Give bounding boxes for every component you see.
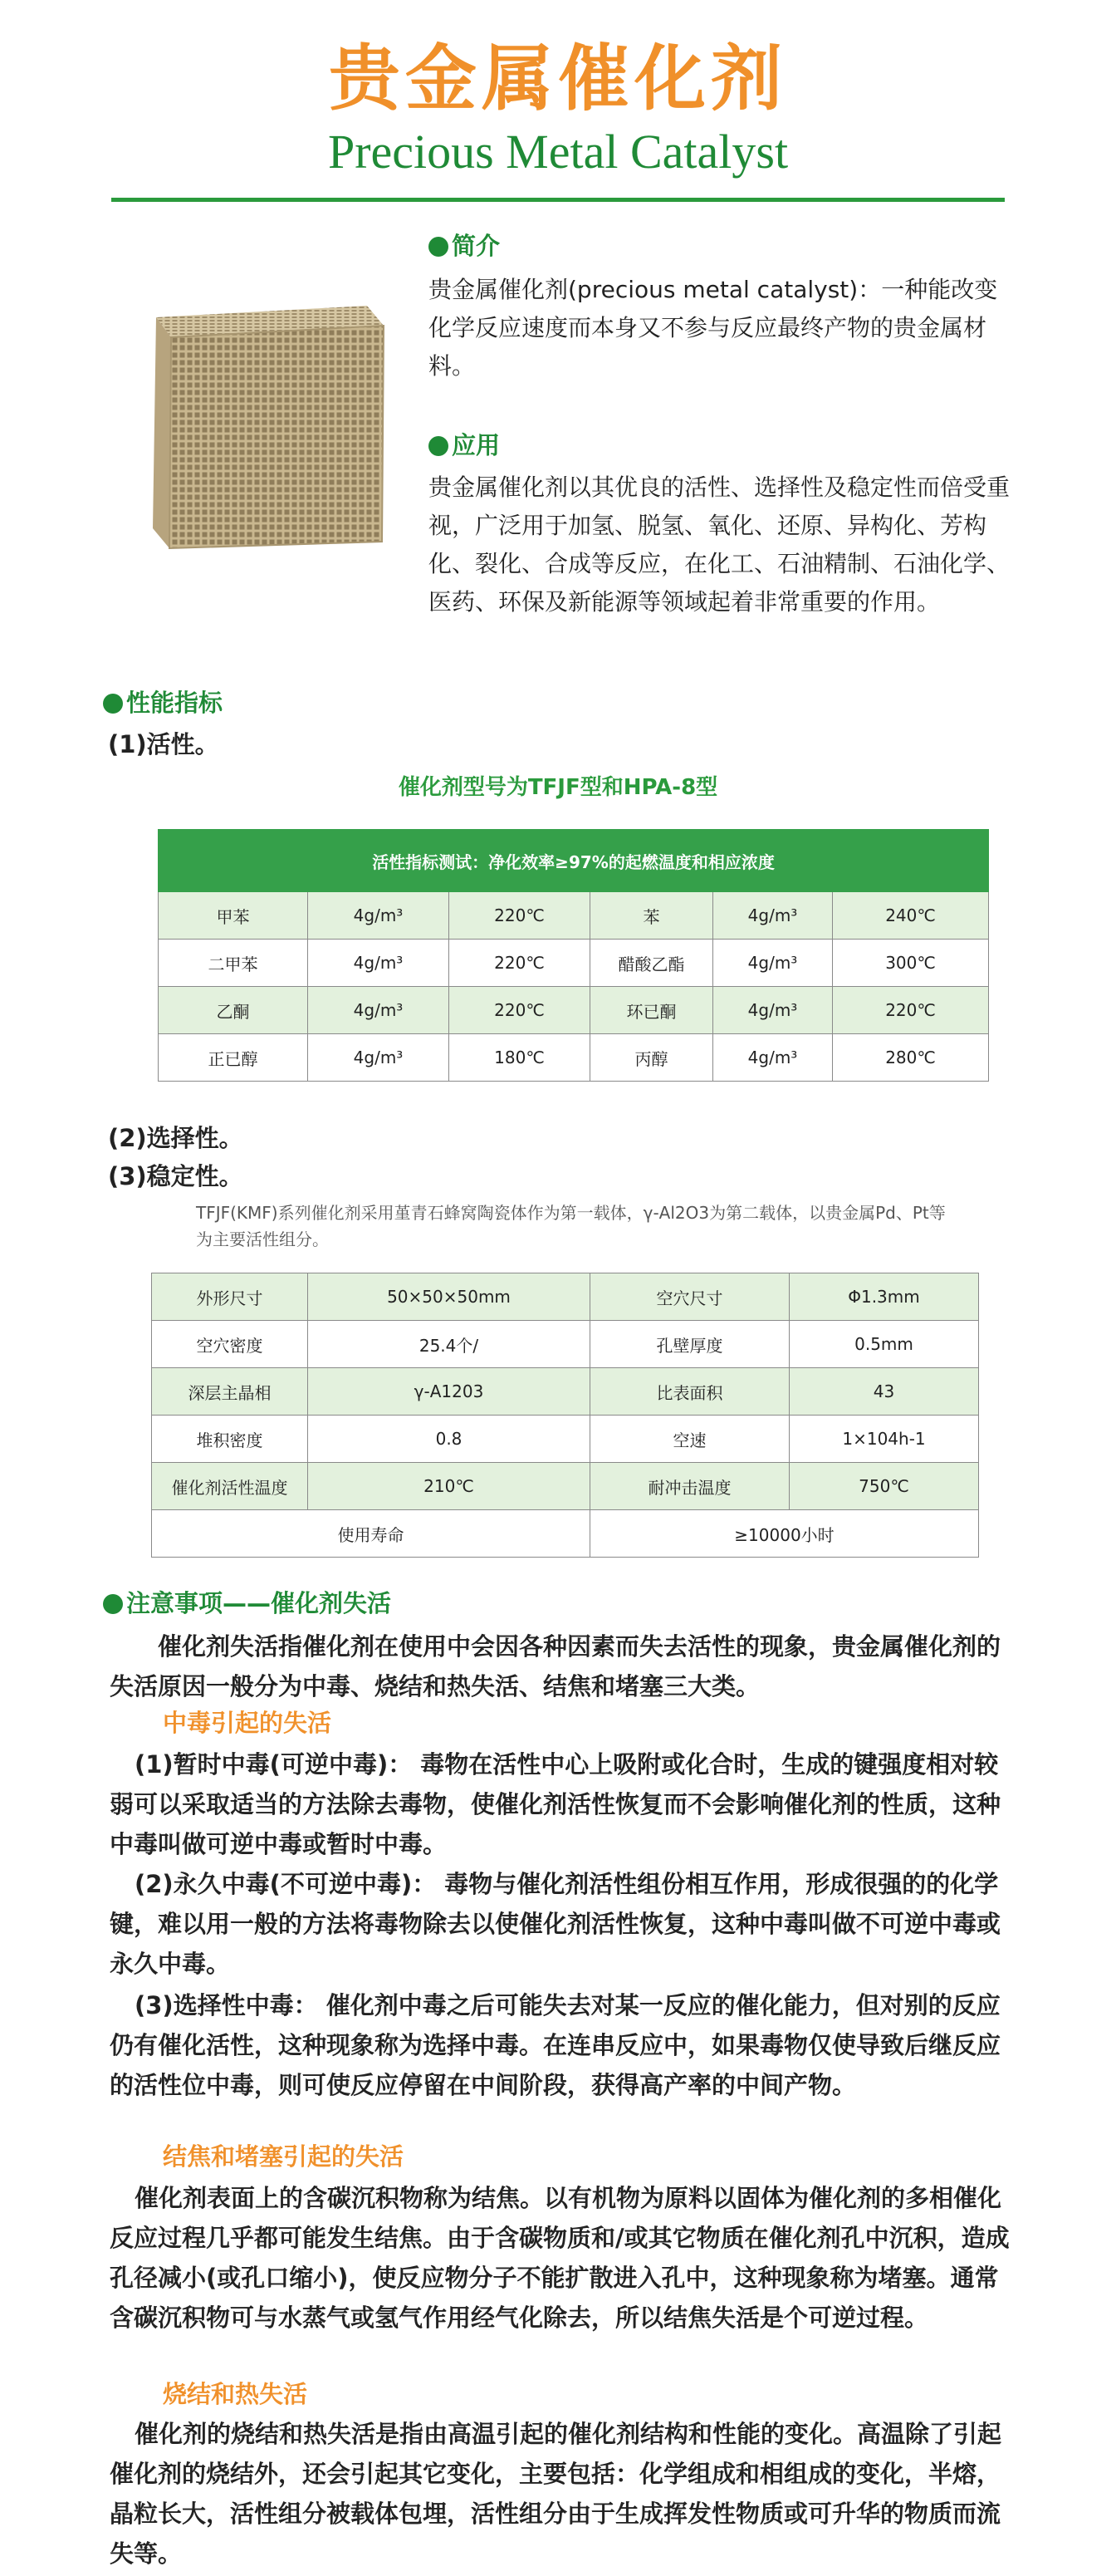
table-cell: γ-A1203 (308, 1368, 590, 1416)
poison-item-3: (3)选择性中毒： 催化剂中毒之后可能失去对某一反应的催化能力，但对别的反应仍有催化活性，这种现象称为选择中毒。在连串反应中，如果毒物仅使导致后继反应的活性位中毒，则可使反应停留在中间阶段，获得高产率的中间产物。 (110, 1991, 1001, 2099)
table-row (159, 940, 989, 987)
performance-heading: 性能指标 (103, 686, 223, 719)
table-row (152, 1463, 979, 1510)
table-cell: 空速 (590, 1416, 790, 1463)
sintering-text: 催化剂的烧结和热失活是指由高温引起的催化剂结构和性能的变化。高温除了引起催化剂的烧结外，还会引起其它变化，主要包括：化学组成和相组成的变化，半熔，晶粒长大，活性组分被载体包埋，活性组分由于生成挥发性物质或可升华的物质而流失等。 (110, 2420, 1002, 2568)
table-row (159, 1034, 989, 1082)
table-cell: 220℃ (449, 987, 590, 1034)
table-cell: 280℃ (833, 1034, 989, 1082)
selectivity-label: (2)选择性。 (108, 1124, 243, 1152)
table-cell: 醋酸乙酯 (590, 940, 713, 987)
poison-item-1: (1)暂时中毒(可逆中毒)： 毒物在活性中心上吸附或化合时，生成的键强度相对较弱可以采取适当的方法除去毒物，使催化剂活性恢复而不会影响催化剂的性质，这种中毒叫做可逆中毒或暂时中毒。 (110, 1750, 1001, 1858)
activity-label: (1)活性。 (108, 730, 219, 758)
page-title: 贵金属催化剂 (329, 37, 787, 120)
table-cell: 二甲苯 (159, 940, 308, 987)
application-heading: 应用 (428, 429, 500, 462)
table-row (152, 1273, 979, 1321)
table-cell: 4g/m³ (713, 1034, 833, 1082)
table-row (152, 1416, 979, 1463)
table-cell: 正已醇 (159, 1034, 308, 1082)
table-cell: 比表面积 (590, 1368, 790, 1416)
table-cell: 催化剂活性温度 (152, 1463, 308, 1510)
intro-heading: 简介 (428, 229, 500, 263)
table-cell: 丙醇 (590, 1034, 713, 1082)
application-text: 贵金属催化剂以其优良的活性、选择性及稳定性而倍受重视，广泛用于加氢、脱氢、氧化、还原、异构化、芳构化、裂化、合成等反应，在化工、石油精制、石油化学、医药、环保及新能源等领域起着非常重要的作用。 (428, 473, 1011, 616)
table-cell: 使用寿命 (152, 1510, 590, 1558)
table-cell: 220℃ (833, 987, 989, 1034)
table-cell: 外形尺寸 (152, 1273, 308, 1321)
table-cell: 180℃ (449, 1034, 590, 1082)
catalyst-block-image (141, 299, 390, 553)
table-cell: 堆积密度 (152, 1416, 308, 1463)
table-cell: 300℃ (833, 940, 989, 987)
notes-heading: 注意事项——催化剂失活 (103, 1587, 391, 1620)
table-cell: 4g/m³ (308, 940, 449, 987)
stability-label: (3)稳定性。 (108, 1162, 243, 1190)
table-cell: 甲苯 (159, 892, 308, 940)
coking-heading: 结焦和堵塞引起的失活 (163, 2142, 404, 2171)
poison-item-2: (2)永久中毒(不可逆中毒)： 毒物与催化剂活性组份相互作用，形成很强的的化学键，难以用一般的方法将毒物除去以使催化剂活性恢复，这种中毒叫做不可逆中毒或永久中毒。 (110, 1870, 1001, 1978)
table-cell: Φ1.3mm (790, 1273, 979, 1321)
page-subtitle: Precious Metal Catalyst (327, 125, 789, 179)
bullet-dot-icon (103, 1594, 123, 1614)
table-cell: 耐冲击温度 (590, 1463, 790, 1510)
table-cell: 空穴尺寸 (590, 1273, 790, 1321)
table-cell: 深层主晶相 (152, 1368, 308, 1416)
table-cell: 4g/m³ (713, 892, 833, 940)
activity-table-caption: 催化剂型号为TFJF型和HPA-8型 (398, 775, 718, 800)
table-cell: ≥10000小时 (590, 1510, 979, 1558)
table-cell: 孔壁厚度 (590, 1321, 790, 1368)
activity-table-header: 活性指标测试：净化效率≥97%的起燃温度和相应浓度 (159, 830, 989, 892)
bullet-dot-icon (103, 694, 123, 714)
bullet-dot-icon (428, 436, 448, 456)
table-cell: 1×104h-1 (790, 1416, 979, 1463)
bullet-dot-icon (428, 237, 448, 257)
table-cell: 环已酮 (590, 987, 713, 1034)
table-row (152, 1368, 979, 1416)
table-cell: 750℃ (790, 1463, 979, 1510)
table-row (152, 1321, 979, 1368)
poison-heading: 中毒引起的失活 (163, 1709, 332, 1737)
table-cell: 4g/m³ (308, 1034, 449, 1082)
table-cell: 240℃ (833, 892, 989, 940)
notes-intro: 催化剂失活指催化剂在使用中会因各种因素而失去活性的现象，贵金属催化剂的失活原因一般分为中毒、烧结和热失活、结焦和堵塞三大类。 (110, 1632, 1001, 1700)
table-cell: 220℃ (449, 892, 590, 940)
table-cell: 0.5mm (790, 1321, 979, 1368)
activity-table (158, 829, 989, 1082)
table-cell: 220℃ (449, 940, 590, 987)
table-cell: 乙酮 (159, 987, 308, 1034)
table-cell: 4g/m³ (308, 892, 449, 940)
coking-text: 催化剂表面上的含碳沉积物称为结焦。以有机物为原料以固体为催化剂的多相催化反应过程几乎都可能发生结焦。由于含碳物质和/或其它物质在催化剂孔中沉积，造成孔径减小(或孔口缩小)，使反应物分子不能扩散进入孔中，这种现象称为堵塞。通常含碳沉积物可与水蒸气或氢气作用经气化除去，所以结焦失活是个可逆过程。 (110, 2184, 1010, 2332)
table-cell: 4g/m³ (713, 940, 833, 987)
table-cell: 空穴密度 (152, 1321, 308, 1368)
spec-table (151, 1273, 979, 1558)
sintering-heading: 烧结和热失活 (163, 2380, 308, 2408)
table-row (159, 987, 989, 1034)
stability-note: TFJF(KMF)系列催化剂采用堇青石蜂窝陶瓷体作为第一载体，γ-Al2O3为第二载体，以贵金属Pd、Pt等为主要活性组分。 (196, 1203, 946, 1249)
table-cell: 25.4个/ (308, 1321, 590, 1368)
table-cell: 4g/m³ (713, 987, 833, 1034)
table-cell: 43 (790, 1368, 979, 1416)
table-cell: 0.8 (308, 1416, 590, 1463)
table-row (159, 892, 989, 940)
title-divider (111, 198, 1005, 202)
table-cell: 苯 (590, 892, 713, 940)
table-cell: 4g/m³ (308, 987, 449, 1034)
table-cell: 50×50×50mm (308, 1273, 590, 1321)
table-row (152, 1510, 979, 1558)
table-cell: 210℃ (308, 1463, 590, 1510)
intro-text: 贵金属催化剂(precious metal catalyst)：一种能改变化学反应速度而本身又不参与反应最终产物的贵金属材料。 (428, 276, 998, 380)
